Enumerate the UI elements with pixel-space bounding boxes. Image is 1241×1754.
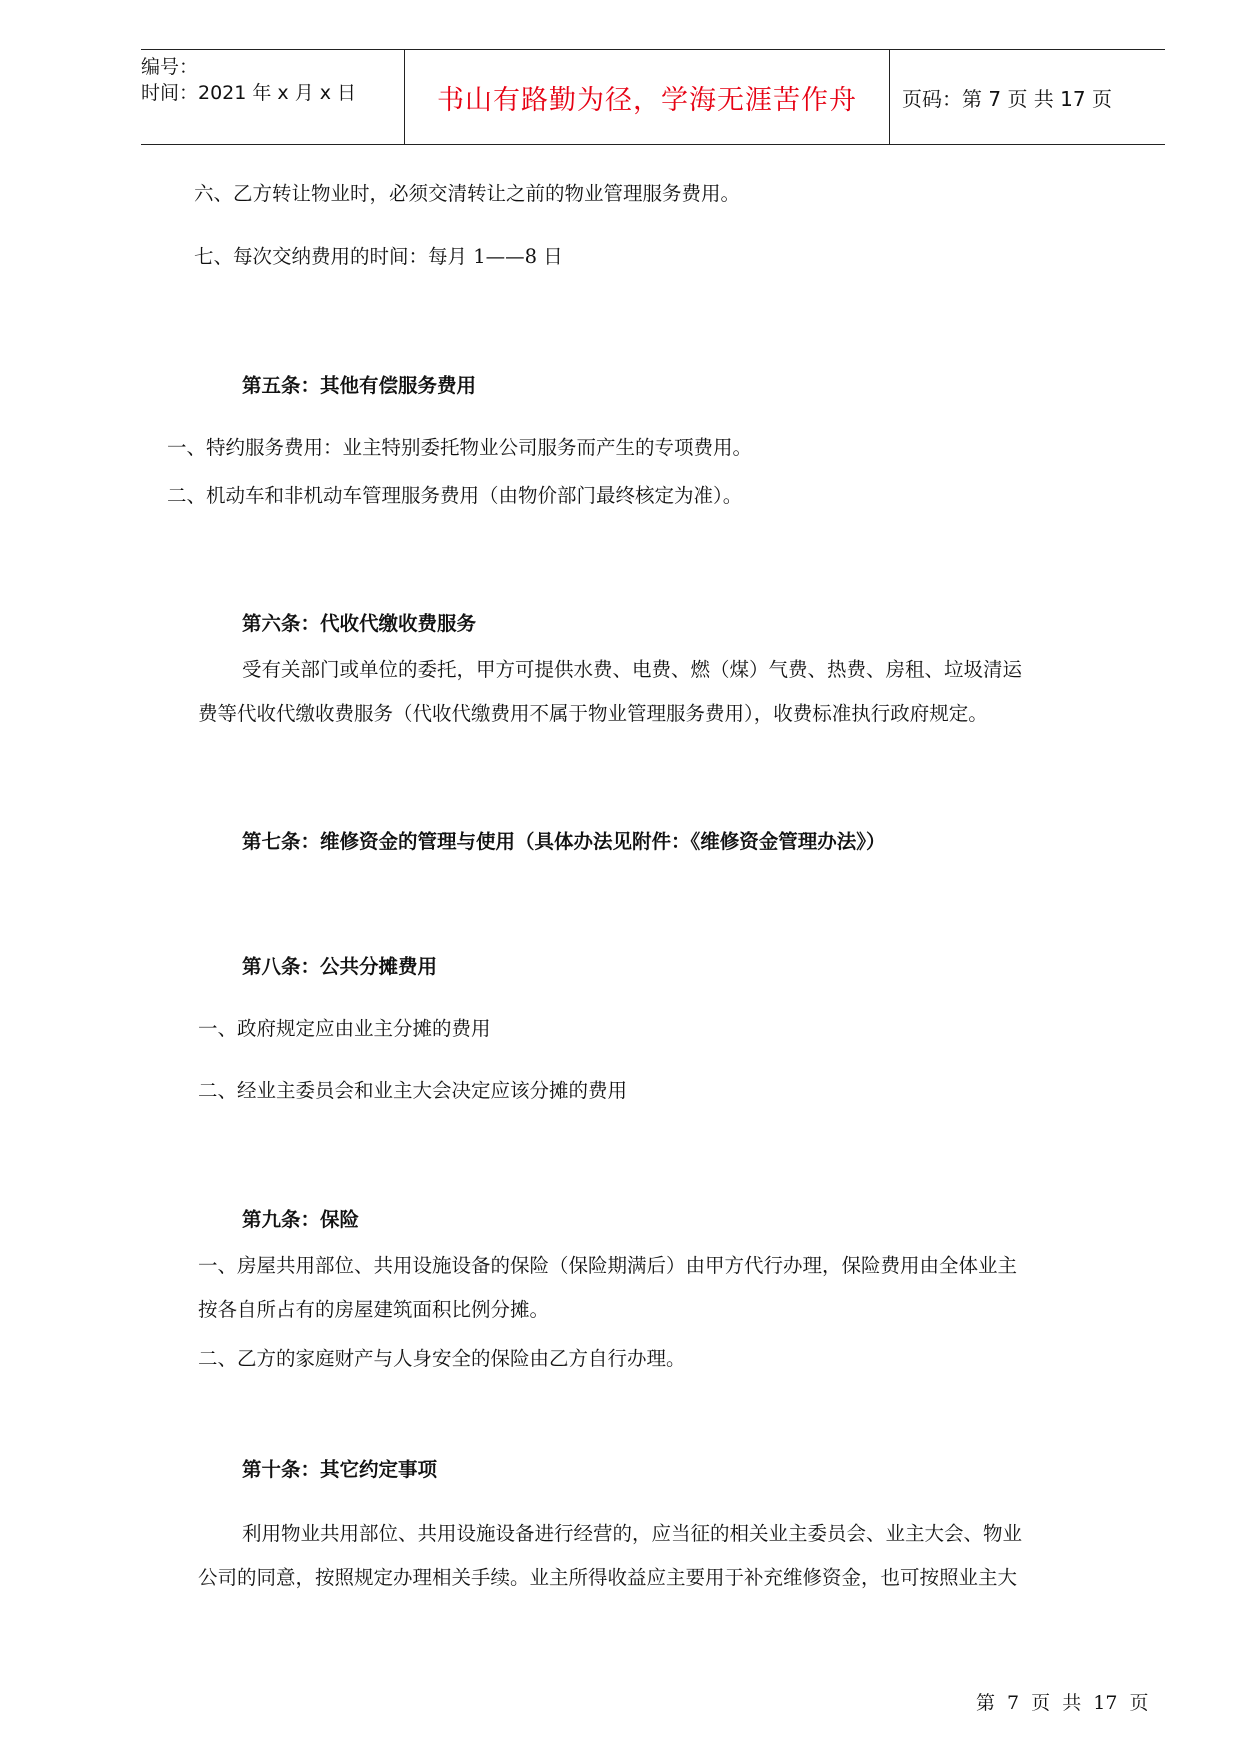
section-10-title: 第十条：其它约定事项 [242,1458,438,1481]
number-label: 编号： [141,56,199,78]
header-meta [141,50,405,144]
section-9-item-1: 一、房屋共用部位、共用设施设备的保险（保险期满后）由甲方代行办理，保险费用由全体业主 [198,1254,1018,1277]
date-label: 时间：2021 年 x 月 x 日 [141,82,357,104]
section-6-para-2: 费等代收代缴收费服务（代收代缴费用不属于物业管理服务费用），收费标准执行政府规定。 [198,702,988,725]
section-6-para-1: 受有关部门或单位的委托，甲方可提供水费、电费、燃（煤）气费、热费、房租、垃圾清运 [242,658,1023,681]
section-9-item-1-cont: 按各自所占有的房屋建筑面积比例分摊。 [198,1298,550,1321]
page-header [141,49,1165,145]
section-5-item-2: 二、机动车和非机动车管理服务费用（由物价部门最终核定为准）。 [167,484,743,507]
page-footer: 第 7 页 共 17 页 [976,1692,1149,1714]
section-5-title: 第五条：其他有偿服务费用 [242,374,477,397]
section-6-title: 第六条：代收代缴收费服务 [242,612,477,635]
section-10-para-1: 利用物业共用部位、共用设施设备进行经营的，应当征的相关业主委员会、业主大会、物业 [242,1522,1023,1545]
section-5-item-1: 一、特约服务费用：业主特别委托物业公司服务而产生的专项费用。 [167,436,753,459]
header-motto: 书山有路勤为径，学海无涯苦作舟 [405,50,890,144]
clause-seven: 七、每次交纳费用的时间：每月 1——8 日 [194,245,563,268]
section-8-item-1: 一、政府规定应由业主分摊的费用 [198,1017,491,1040]
section-8-title: 第八条：公共分摊费用 [242,955,438,978]
clause-six: 六、乙方转让物业时，必须交清转让之前的物业管理服务费用。 [194,182,741,205]
section-9-title: 第九条：保险 [242,1208,360,1231]
section-9-item-2: 二、乙方的家庭财产与人身安全的保险由乙方自行办理。 [198,1347,686,1370]
section-7-title: 第七条：维修资金的管理与使用（具体办法见附件：《维修资金管理办法》） [242,830,886,853]
header-page-label: 页码：第 7 页 共 17 页 [902,86,1112,111]
section-10-para-2: 公司的同意，按照规定办理相关手续。业主所得收益应主要用于补充维修资金，也可按照业主大 [198,1566,1018,1589]
section-8-item-2: 二、经业主委员会和业主大会决定应该分摊的费用 [198,1079,628,1102]
